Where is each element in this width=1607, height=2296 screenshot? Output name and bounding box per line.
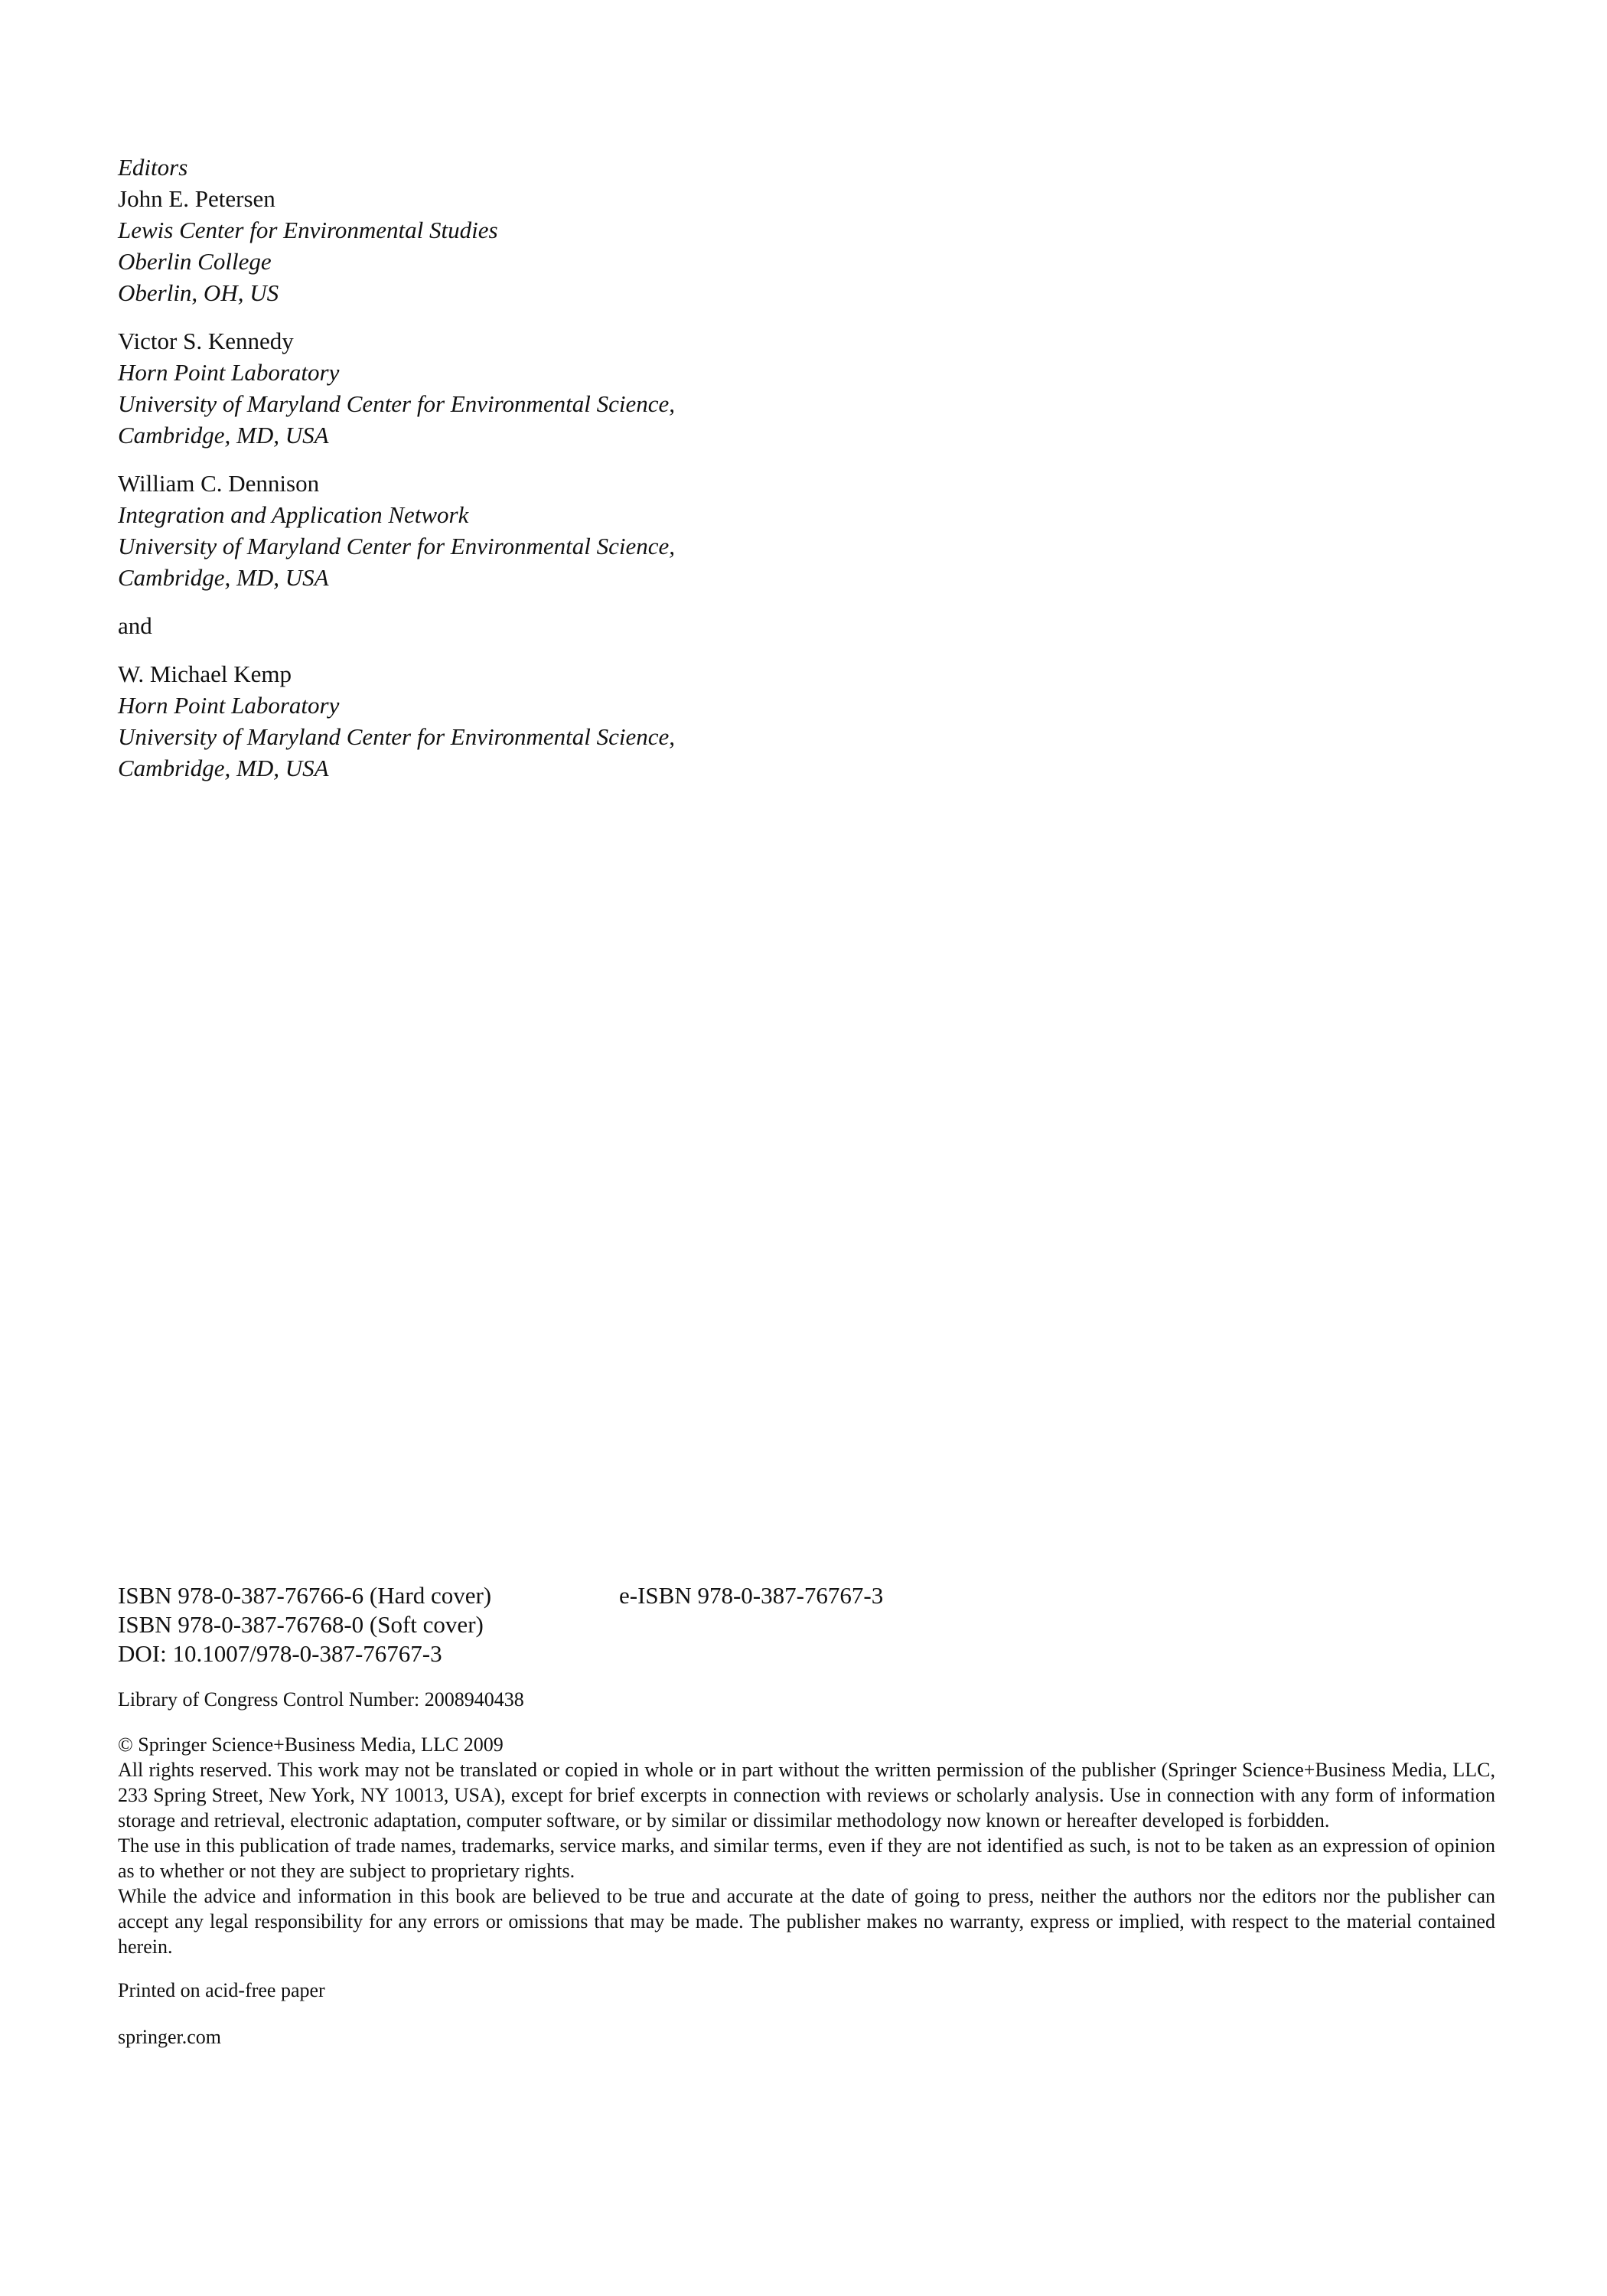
editor-name: John E. Petersen	[118, 185, 275, 212]
trademark-paragraph: The use in this publication of trade names, trademarks, service marks, and similar terms, even if they are not identified as such, is not to be taken as an expression of opinion as to whether or not they are subject to proprietary rights.	[118, 1835, 1495, 1882]
publisher-website: springer.com	[118, 2026, 222, 2048]
editor-affiliation-line: University of Maryland Center for Environmental Science,	[118, 390, 676, 417]
isbn-hard-cover: ISBN 978-0-387-76766-6 (Hard cover)	[118, 1582, 492, 1609]
editors-heading: Editors	[118, 154, 188, 181]
editor-name: Victor S. Kennedy	[118, 328, 294, 354]
editor-affiliation-line: Lewis Center for Environmental Studies	[118, 217, 498, 243]
disclaimer-paragraph: While the advice and information in this book are believed to be true and accurate at the date of going to press, neither the authors nor the editors nor the publisher can accept any legal responsibility for any errors or omissions that may be made. The publisher makes no warranty, express or implied, with respect to the material contained herein.	[118, 1885, 1495, 1958]
library-of-congress-number: Library of Congress Control Number: 2008940438	[118, 1688, 524, 1711]
editor-name: William C. Dennison	[118, 470, 320, 497]
editor-entry	[118, 658, 675, 784]
editor-entry	[118, 325, 675, 451]
editor-affiliation-line: Horn Point Laboratory	[118, 359, 340, 386]
editor-affiliation-line: Oberlin, OH, US	[118, 279, 279, 306]
paper-note: Printed on acid-free paper	[118, 1979, 325, 2001]
editors-section	[118, 152, 675, 784]
editor-affiliation-line: University of Maryland Center for Environmental Science,	[118, 723, 676, 750]
doi: DOI: 10.1007/978-0-387-76767-3	[118, 1640, 442, 1667]
isbn-block	[118, 1581, 1495, 1668]
editors-conjunction: and	[118, 612, 152, 639]
publication-info	[118, 1581, 1495, 2050]
editor-affiliation-line: Integration and Application Network	[118, 501, 469, 528]
editor-entry	[118, 183, 675, 308]
editor-affiliation-line: Cambridge, MD, USA	[118, 755, 329, 781]
editor-affiliation-line: Cambridge, MD, USA	[118, 564, 329, 591]
editor-name: W. Michael Kemp	[118, 660, 292, 687]
copyright-notice	[118, 1732, 1495, 1959]
copyright-page	[118, 0, 1495, 2296]
editor-entry	[118, 468, 675, 593]
copyright-line: © Springer Science+Business Media, LLC 2009	[118, 1733, 504, 1756]
isbn-soft-cover: ISBN 978-0-387-76768-0 (Soft cover)	[118, 1611, 484, 1638]
editor-affiliation-line: Oberlin College	[118, 248, 272, 275]
e-isbn: e-ISBN 978-0-387-76767-3	[619, 1582, 884, 1609]
editor-affiliation-line: Cambridge, MD, USA	[118, 422, 329, 448]
editor-affiliation-line: University of Maryland Center for Environmental Science,	[118, 533, 676, 559]
rights-paragraph: All rights reserved. This work may not be translated or copied in whole or in part without the written permission of the publisher (Springer Science+Business Media, LLC, 233 Spring Street, New York, NY 10013, USA), except for brief excerpts in connection with reviews or scholarly analysis. Use in connection with any form of information storage and retrieval, electronic adaptation, computer software, or by similar or dissimilar methodology now known or hereafter developed is forbidden.	[118, 1759, 1495, 1831]
editor-affiliation-line: Horn Point Laboratory	[118, 692, 340, 719]
